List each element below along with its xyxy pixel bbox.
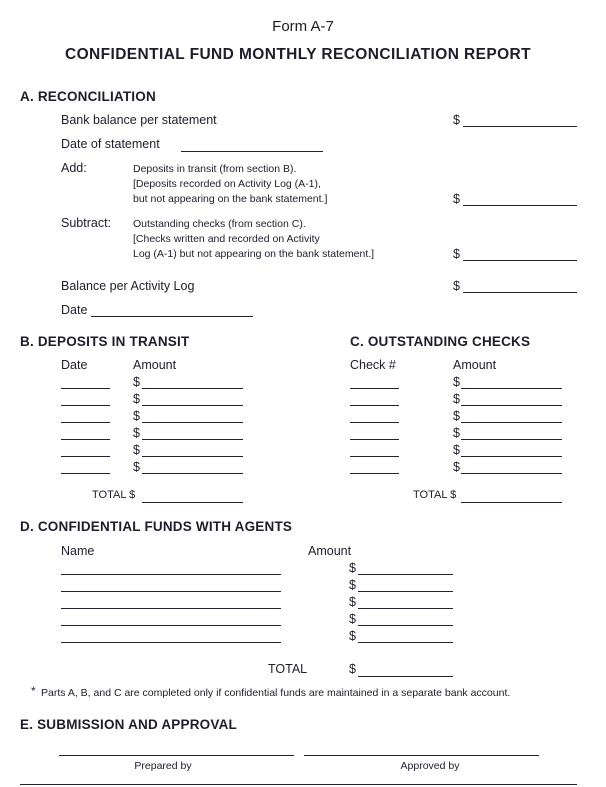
agents-total-field[interactable] — [358, 676, 453, 677]
form-number: Form A-7 — [272, 18, 334, 35]
check-amount-field[interactable] — [461, 456, 562, 457]
date-field[interactable] — [91, 316, 253, 317]
prepared-by-label: Prepared by — [134, 760, 192, 772]
check-number-field[interactable] — [350, 456, 399, 457]
check-amount-field[interactable] — [461, 405, 562, 406]
check-dollar: $ — [453, 409, 460, 423]
section-a-heading: A. RECONCILIATION — [20, 89, 156, 104]
check-number-field[interactable] — [350, 422, 399, 423]
agents-total-label: TOTAL — [268, 662, 308, 676]
agent-amount-field[interactable] — [358, 642, 453, 643]
add-dollar: $ — [453, 192, 460, 206]
check-amount-field[interactable] — [461, 422, 562, 423]
agent-amount-field[interactable] — [358, 608, 453, 609]
agent-name-field[interactable] — [61, 591, 281, 592]
check-dollar: $ — [453, 392, 460, 406]
subtract-label: Subtract: — [61, 216, 112, 230]
deposit-amount-field[interactable] — [142, 422, 243, 423]
deposit-dollar: $ — [133, 392, 140, 406]
deposit-amount-field[interactable] — [142, 456, 243, 457]
deposit-amount-field[interactable] — [142, 405, 243, 406]
agent-name-field[interactable] — [61, 625, 281, 626]
deposit-date-field[interactable] — [61, 439, 110, 440]
subtract-dollar: $ — [453, 247, 460, 261]
subtract-line-3: Log (A-1) but not appearing on the bank statement.] — [133, 248, 375, 260]
deposit-dollar: $ — [133, 409, 140, 423]
add-line-2: [Deposits recorded on Activity Log (A-1), — [133, 178, 321, 190]
deposit-dollar: $ — [133, 460, 140, 474]
bank-balance-field[interactable] — [463, 126, 577, 127]
deposit-dollar: $ — [133, 375, 140, 389]
deposits-col-date: Date — [61, 358, 88, 372]
agents-col-name: Name — [61, 544, 95, 558]
check-dollar: $ — [453, 443, 460, 457]
agent-dollar: $ — [349, 612, 356, 626]
date-label: Date — [61, 303, 88, 317]
footnote-mark: * — [31, 684, 36, 698]
section-d-heading: D. CONFIDENTIAL FUNDS WITH AGENTS — [20, 519, 293, 534]
deposits-col-amount: Amount — [133, 358, 177, 372]
deposit-date-field[interactable] — [61, 422, 110, 423]
check-dollar: $ — [453, 375, 460, 389]
balance-activity-log-label: Balance per Activity Log — [61, 279, 195, 293]
check-amount-field[interactable] — [461, 388, 562, 389]
agent-dollar: $ — [349, 595, 356, 609]
deposit-date-field[interactable] — [61, 473, 110, 474]
balance-dollar: $ — [453, 279, 460, 293]
prepared-by-field[interactable] — [59, 755, 294, 756]
add-line-1: Deposits in transit (from section B). — [133, 163, 297, 175]
check-dollar: $ — [453, 426, 460, 440]
deposit-date-field[interactable] — [61, 388, 110, 389]
agent-amount-field[interactable] — [358, 591, 453, 592]
bottom-rule — [20, 784, 577, 785]
deposit-amount-field[interactable] — [142, 439, 243, 440]
deposit-dollar: $ — [133, 426, 140, 440]
deposit-date-field[interactable] — [61, 405, 110, 406]
check-amount-field[interactable] — [461, 439, 562, 440]
agent-amount-field[interactable] — [358, 574, 453, 575]
add-amount-field[interactable] — [463, 205, 577, 206]
add-label: Add: — [61, 161, 87, 175]
deposits-total-field[interactable] — [142, 502, 243, 503]
agent-dollar: $ — [349, 578, 356, 592]
agent-name-field[interactable] — [61, 574, 281, 575]
agents-col-amount: Amount — [308, 544, 352, 558]
check-number-field[interactable] — [350, 388, 399, 389]
deposit-amount-field[interactable] — [142, 388, 243, 389]
section-c-heading: C. OUTSTANDING CHECKS — [350, 334, 531, 349]
checks-col-check: Check # — [350, 358, 396, 372]
section-b-heading: B. DEPOSITS IN TRANSIT — [20, 334, 190, 349]
approved-by-label: Approved by — [400, 760, 460, 772]
agent-dollar: $ — [349, 561, 356, 575]
check-amount-field[interactable] — [461, 473, 562, 474]
approved-by-field[interactable] — [304, 755, 539, 756]
balance-amount-field[interactable] — [463, 292, 577, 293]
subtract-line-1: Outstanding checks (from section C). — [133, 218, 306, 230]
agent-dollar: $ — [349, 629, 356, 643]
agent-amount-field[interactable] — [358, 625, 453, 626]
bank-balance-label: Bank balance per statement — [61, 113, 217, 127]
agent-name-field[interactable] — [61, 608, 281, 609]
form-title: CONFIDENTIAL FUND MONTHLY RECONCILIATION REPORT — [64, 46, 532, 63]
checks-total-field[interactable] — [461, 502, 562, 503]
deposits-total-label: TOTAL $ — [92, 489, 136, 501]
add-line-3: but not appearing on the bank statement.] — [133, 193, 328, 205]
check-number-field[interactable] — [350, 473, 399, 474]
date-of-statement-field[interactable] — [181, 151, 323, 152]
checks-col-amount: Amount — [453, 358, 497, 372]
date-of-statement-label: Date of statement — [61, 137, 160, 151]
deposit-date-field[interactable] — [61, 456, 110, 457]
subtract-line-2: [Checks written and recorded on Activity — [133, 233, 320, 245]
section-e-heading: E. SUBMISSION AND APPROVAL — [20, 717, 237, 732]
agent-name-field[interactable] — [61, 642, 281, 643]
footnote-text: Parts A, B, and C are completed only if confidential funds are maintained in a separate bank account. — [41, 687, 511, 699]
bank-balance-dollar: $ — [453, 113, 460, 127]
deposit-dollar: $ — [133, 443, 140, 457]
check-number-field[interactable] — [350, 405, 399, 406]
subtract-amount-field[interactable] — [463, 260, 577, 261]
checks-total-label: TOTAL $ — [413, 489, 457, 501]
agents-total-dollar: $ — [349, 662, 356, 676]
check-dollar: $ — [453, 460, 460, 474]
check-number-field[interactable] — [350, 439, 399, 440]
deposit-amount-field[interactable] — [142, 473, 243, 474]
